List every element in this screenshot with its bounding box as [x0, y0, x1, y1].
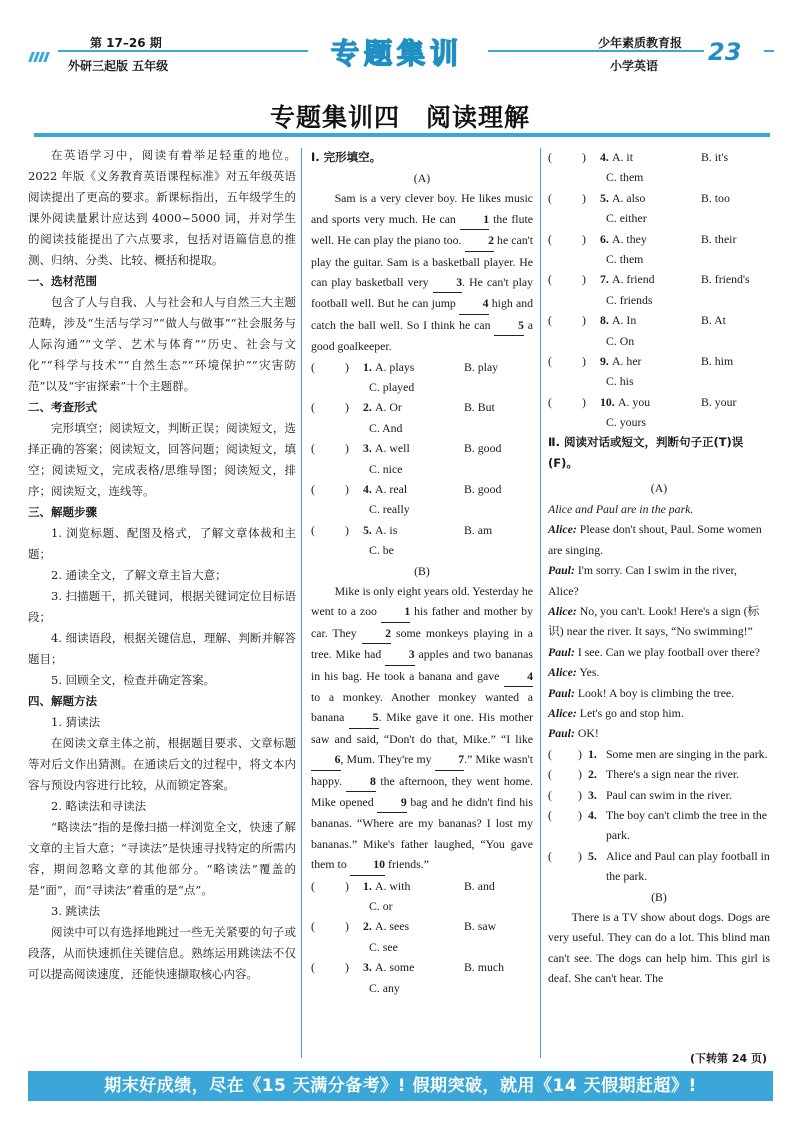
page-title: 专题集训四 阅读理解	[269, 103, 530, 132]
question-number: 10.	[600, 394, 615, 409]
question-number: 2.	[363, 400, 372, 415]
question-list-b	[311, 876, 533, 998]
answer-bracket-open[interactable]: (	[548, 353, 552, 368]
blank-1[interactable]: 1	[381, 601, 411, 622]
method-body: “略读法”指的是像扫描一样浏览全文，快速了解文章的主旨大意；“寻读法”是快速寻找特定的所需内容，期间忽略文章的其他部分。“略读法”覆盖的是“面”，而“寻读法”着重的是“点”。	[28, 820, 296, 897]
option-a: A. well	[375, 441, 410, 456]
option-c: C. his	[606, 374, 634, 389]
option-c: C. friends	[606, 292, 653, 307]
option-c: C. either	[606, 211, 647, 226]
answer-bracket-open[interactable]: (	[548, 787, 552, 802]
speaker: Alice:	[548, 705, 577, 720]
section-body: 包含了人与自我、人与社会和人与自然三大主题范畴，涉及“生活与学习”“做人与做事”“社会服务与人际沟通”“文学、艺术与体育”“历史、社会与文化”“科学与技术”“自然生态”“环境保护”“灾害防范”以及“宇宙探索”十个主题群。	[28, 295, 296, 393]
answer-bracket-open[interactable]: (	[548, 313, 552, 328]
passage-label: (A)	[413, 171, 431, 185]
banner-text: 专题集训	[330, 37, 463, 70]
option-b: B. saw	[464, 919, 497, 934]
answer-bracket-close: )	[582, 353, 586, 368]
question-number: 8.	[600, 313, 609, 328]
question-row	[548, 147, 770, 167]
step-item: 1. 浏览标题、配图及格式，了解文章体裁和主题；	[28, 526, 296, 561]
answer-bracket-close: )	[345, 482, 349, 496]
dialog-line	[548, 642, 770, 662]
issue-range: 第 17–26 期	[90, 36, 162, 50]
intro-paragraph: 在英语学习中，阅读有着举足轻重的地位。2022 年版《义务教育英语课程标准》对五年级英语阅读提出了更高的要求。新课标指出，五年级学生的课外阅读量累计应达到 4000~5000 词，并对学生的阅读技能提出了六点要求，包括对语篇信息的推测、归纳、分类、比较、概括和提取。	[28, 148, 296, 267]
question-row-c	[548, 371, 770, 391]
option-a: A. In	[612, 313, 637, 328]
answer-bracket-open[interactable]: (	[548, 807, 552, 822]
option-b: B. good	[464, 482, 502, 496]
blank-5[interactable]: 5	[349, 707, 379, 728]
answer-bracket-open[interactable]: (	[311, 482, 315, 496]
question-number: 5.	[363, 522, 372, 537]
answer-bracket-open[interactable]: (	[311, 878, 315, 893]
answer-bracket-close: )	[345, 878, 349, 893]
option-c: C. any	[369, 980, 400, 995]
tf-question	[548, 785, 770, 805]
option-c: C. On	[606, 333, 635, 348]
speaker: Alice:	[548, 665, 577, 680]
answer-bracket-close: )	[582, 150, 586, 164]
question-number: 3.	[588, 787, 597, 802]
answer-bracket-close: )	[578, 787, 582, 802]
question-list-a	[311, 357, 533, 561]
option-b: B. him	[701, 353, 734, 368]
blank-8[interactable]: 8	[346, 771, 376, 792]
dialog-text: Look! A boy is climbing the tree.	[574, 685, 735, 700]
answer-bracket-close: )	[345, 919, 349, 934]
method-body: 阅读中可以有选择地跳过一些无关紧要的句子或段落，从而快速抓住关键信息。熟练运用跳读法不仅可以提高阅读速度，还能快速撷取核心内容。	[28, 925, 296, 981]
answer-bracket-open[interactable]: (	[311, 522, 315, 537]
blank-4[interactable]: 4	[459, 293, 489, 314]
question-row	[548, 269, 770, 289]
question-row	[548, 188, 770, 208]
page-number: 23	[708, 38, 742, 66]
passage-label: (B)	[414, 563, 430, 578]
blank-4[interactable]: 4	[504, 666, 534, 687]
option-c: C. nice	[369, 461, 403, 476]
statement: Some men are singing in the park.	[606, 746, 768, 761]
option-c: C. played	[369, 380, 415, 395]
question-row	[548, 351, 770, 371]
option-a: A. it	[612, 150, 633, 164]
question-row-c	[311, 937, 533, 957]
option-b: B. good	[464, 441, 502, 456]
option-a: A. plays	[375, 359, 415, 374]
question-row-c	[548, 208, 770, 228]
option-a: A. her	[612, 353, 642, 368]
part-heading: Ⅰ. 完形填空。	[311, 150, 382, 164]
scene-line: Alice and Paul are in the park.	[548, 501, 694, 516]
continued-note: (下转第 24 页)	[690, 1052, 768, 1065]
answer-bracket-close: )	[345, 400, 349, 415]
answer-bracket-open[interactable]: (	[311, 919, 315, 934]
question-number: 3.	[363, 441, 372, 456]
dialog-text: I see. Can we play football over there?	[574, 644, 760, 659]
answer-bracket-open[interactable]: (	[311, 400, 315, 415]
dialog-line	[548, 519, 770, 560]
statement: The boy can't climb the tree in the park.	[606, 807, 767, 843]
question-number: 2.	[363, 919, 372, 934]
statement: Paul can swim in the river.	[606, 787, 732, 802]
blank-3[interactable]: 3	[433, 272, 463, 293]
question-row	[311, 916, 533, 936]
question-number: 7.	[600, 272, 609, 287]
section-heading: 四、解题方法	[28, 694, 97, 708]
answer-bracket-close: )	[578, 807, 582, 822]
answer-bracket-close: )	[582, 313, 586, 328]
speaker: Alice:	[548, 603, 577, 618]
question-row-c	[311, 499, 533, 519]
answer-bracket-open[interactable]: (	[311, 441, 315, 456]
dialog	[548, 519, 770, 743]
option-b: B. play	[464, 359, 499, 374]
speaker: Paul:	[548, 563, 575, 578]
dialog-line	[548, 601, 770, 642]
dialog-line	[548, 683, 770, 703]
step-item: 5. 回顾全文，检查并确定答案。	[51, 673, 216, 687]
question-row-c	[548, 167, 770, 187]
middle-column	[311, 147, 533, 998]
question-row-c	[311, 896, 533, 916]
question-number: 2.	[588, 767, 597, 782]
step-item: 4. 细读语段，根据关键信息，理解、判断并解答题目；	[28, 631, 296, 666]
option-c: C. or	[369, 899, 393, 914]
blank-6[interactable]: 6	[311, 749, 341, 770]
question-row-c	[311, 459, 533, 479]
true-false-list	[548, 744, 770, 887]
option-a: A. sees	[375, 919, 410, 934]
option-a: A. friend	[612, 272, 655, 287]
dialog-line	[548, 723, 770, 743]
dialog-text: Please don't shout, Paul. Some women are singing.	[548, 522, 762, 557]
answer-bracket-close: )	[582, 394, 586, 409]
option-b: B. it's	[701, 150, 729, 164]
section-heading: 一、选材范围	[28, 274, 97, 288]
cloze-passage-a: Sam is a very clever boy. He likes music and sports very much. He can 1 the flute well. He can play the piano too. 2 he can't play the guitar. Sam is a basketball player. He can play basketball very 3. He can't play football well. But he can jump 4 high and catch the ball well. So I think he can 5 a good goalkeeper.	[311, 191, 534, 354]
column-divider-2	[540, 148, 541, 1058]
question-row	[548, 392, 770, 412]
question-row-c	[311, 377, 533, 397]
answer-bracket-open[interactable]: (	[548, 767, 552, 782]
statement: Alice and Paul can play football in the park.	[606, 848, 770, 884]
answer-bracket-open[interactable]: (	[548, 150, 552, 164]
question-number: 3.	[363, 960, 372, 975]
method-title: 1. 猜读法	[51, 715, 101, 729]
question-row	[548, 310, 770, 330]
answer-bracket-open[interactable]: (	[548, 272, 552, 287]
question-number: 1.	[588, 746, 597, 761]
option-c: C. see	[369, 939, 398, 954]
answer-bracket-close: )	[582, 231, 586, 246]
passage-label: (B)	[651, 889, 667, 904]
question-row-c	[311, 418, 533, 438]
question-row	[311, 479, 533, 499]
question-row	[548, 229, 770, 249]
question-number: 4.	[363, 482, 372, 496]
blank-5[interactable]: 5	[494, 315, 524, 336]
option-a: A. you	[618, 394, 651, 409]
option-c: C. yours	[606, 415, 646, 430]
answer-bracket-close: )	[578, 767, 582, 782]
answer-bracket-close: )	[582, 272, 586, 287]
dialog-text: No, you can't. Look! Here's a sign (标识) near the river. It says, “No swimming!”	[548, 603, 760, 639]
question-number: 5.	[588, 848, 597, 863]
right-column	[548, 147, 770, 989]
question-row	[311, 876, 533, 896]
section-heading: 二、考查形式	[28, 400, 97, 414]
option-b: B. their	[701, 231, 737, 246]
dialog-text: Let's go and stop him.	[576, 705, 684, 720]
tf-question	[548, 846, 770, 887]
method-title: 2. 略读法和寻读法	[51, 799, 147, 813]
subject-label: 小学英语	[610, 59, 659, 73]
banner	[318, 36, 476, 72]
dialog-line	[548, 560, 770, 601]
question-number: 4.	[588, 807, 597, 822]
answer-bracket-open[interactable]: (	[311, 960, 315, 975]
answer-bracket-close: )	[578, 746, 582, 761]
question-number: 1.	[363, 878, 372, 893]
option-c: C. be	[369, 543, 394, 558]
question-row-c	[311, 540, 533, 560]
edition-label: 外研三起版 五年级	[68, 59, 169, 73]
option-c: C. them	[606, 251, 644, 266]
section-heading: 三、解题步骤	[28, 505, 97, 519]
option-b: B. too	[701, 190, 730, 205]
question-row	[311, 397, 533, 417]
footer-text: 期末好成绩，尽在《15 天满分备考》! 假期突破，就用《14 天假期赶超》!	[104, 1076, 697, 1096]
option-a: A. is	[375, 522, 398, 537]
option-a: A. also	[612, 190, 646, 205]
answer-bracket-close: )	[582, 190, 586, 205]
option-a: A. they	[612, 231, 647, 246]
passage-b-text: There is a TV show about dogs. Dogs are very useful. They can do a lot. This blind man can't see. The dogs can help him. This girl is deaf. She can't hear. The	[548, 910, 770, 986]
blank-9[interactable]: 9	[377, 792, 407, 813]
option-c: C. really	[369, 502, 410, 517]
speaker: Paul:	[548, 726, 575, 741]
dialog-text: Yes.	[576, 665, 600, 680]
question-row-c	[548, 290, 770, 310]
statement: There's a sign near the river.	[606, 767, 740, 782]
blank-2[interactable]: 2	[362, 623, 392, 644]
option-b: B. am	[464, 522, 493, 537]
header-stripes	[30, 47, 56, 57]
answer-bracket-close: )	[345, 441, 349, 456]
option-b: B. and	[464, 878, 495, 893]
dialog-text: OK!	[574, 726, 599, 741]
passage-label: (A)	[650, 481, 668, 496]
question-number: 4.	[600, 150, 609, 164]
blank-1[interactable]: 1	[460, 209, 490, 230]
answer-bracket-close: )	[345, 359, 349, 374]
title-rule	[34, 133, 770, 137]
option-a: A. Or	[375, 400, 402, 415]
question-row-c	[548, 249, 770, 269]
option-b: B. friend's	[701, 272, 750, 287]
dialog-line	[548, 703, 770, 723]
blank-3[interactable]: 3	[385, 644, 415, 665]
option-c: C. And	[369, 420, 403, 435]
column-divider-1	[301, 148, 302, 1058]
blank-10[interactable]: 10	[350, 854, 385, 875]
dialog-text: I'm sorry. Can I swim in the river, Alice?	[548, 563, 737, 598]
method-title: 3. 跳读法	[51, 904, 101, 918]
answer-bracket-open[interactable]: (	[548, 746, 552, 761]
question-row	[311, 357, 533, 377]
answer-bracket-close: )	[345, 960, 349, 975]
option-b: B. your	[701, 394, 737, 409]
option-a: A. real	[375, 482, 408, 496]
question-number: 1.	[363, 359, 372, 374]
answer-bracket-open[interactable]: (	[548, 190, 552, 205]
question-row-c	[548, 331, 770, 351]
answer-bracket-open[interactable]: (	[548, 231, 552, 246]
option-b: B. much	[464, 960, 504, 975]
question-number: 6.	[600, 231, 609, 246]
answer-bracket-close: )	[345, 522, 349, 537]
question-number: 9.	[600, 353, 609, 368]
question-row	[311, 438, 533, 458]
question-row-c	[311, 978, 533, 998]
tf-question	[548, 805, 770, 846]
question-number: 5.	[600, 190, 609, 205]
method-body: 在阅读文章主体之前，根据题目要求、文章标题等对后文作出猜测。在通读后文的过程中，将文本内容与预设内容进行比较，从而锁定答案。	[28, 736, 296, 792]
cloze-passage-b: Mike is only eight years old. Yesterday he went to a zoo 1 his father and mother by car. They 2 some monkeys playing in a tree. Mike had 3 apples and two bananas in his bag. He took a banana and gave 4 to a monkey. Another monkey wanted a banana 5. Mike gave it one. His mother saw and said, “Don't do that, Mike.” “I like 6, Mum. They're my 7.” Mike wasn't happy. 8 the afternoon, they went home. Mike opened 9 bag and he didn't find his bananas. “Where are my bananas? I lost my bananas.” Mike's father laughed, “You gave them to 10 friends.”	[311, 581, 533, 876]
speaker: Paul:	[548, 644, 575, 659]
header-rule-tail	[764, 50, 774, 52]
section-body: 完形填空；阅读短文，判断正误；阅读短文，选择正确的答案；阅读短文，回答问题；阅读短文，填空；阅读短文，完成表格/思维导图；阅读短文，排序；阅读短文，连线等。	[28, 421, 296, 498]
question-row	[311, 957, 533, 977]
option-a: A. with	[375, 878, 411, 893]
dialog-line	[548, 662, 770, 682]
question-list-b-continued	[548, 147, 770, 432]
step-item: 2. 通读全文，了解文章主旨大意；	[51, 568, 227, 582]
step-item: 3. 扫描题干，抓关键词，根据关键词定位目标语段；	[28, 589, 296, 624]
blank-2[interactable]: 2	[465, 230, 495, 251]
paper-name: 少年素质教育报	[598, 36, 683, 50]
tf-question	[548, 744, 770, 764]
blank-7[interactable]: 7	[435, 749, 465, 770]
answer-bracket-close: )	[578, 848, 582, 863]
answer-bracket-open[interactable]: (	[548, 848, 552, 863]
option-b: B. But	[464, 400, 495, 415]
speaker: Paul:	[548, 685, 575, 700]
option-c: C. them	[606, 170, 644, 185]
question-row	[311, 520, 533, 540]
part-heading: Ⅱ. 阅读对话或短文，判断句子正(T)误(F)。	[548, 435, 744, 471]
left-column	[28, 145, 296, 985]
option-a: A. some	[375, 960, 415, 975]
speaker: Alice:	[548, 522, 577, 537]
answer-bracket-open[interactable]: (	[311, 359, 315, 374]
answer-bracket-open[interactable]: (	[548, 394, 552, 409]
option-b: B. At	[701, 313, 726, 328]
question-row-c	[548, 412, 770, 432]
tf-question	[548, 764, 770, 784]
